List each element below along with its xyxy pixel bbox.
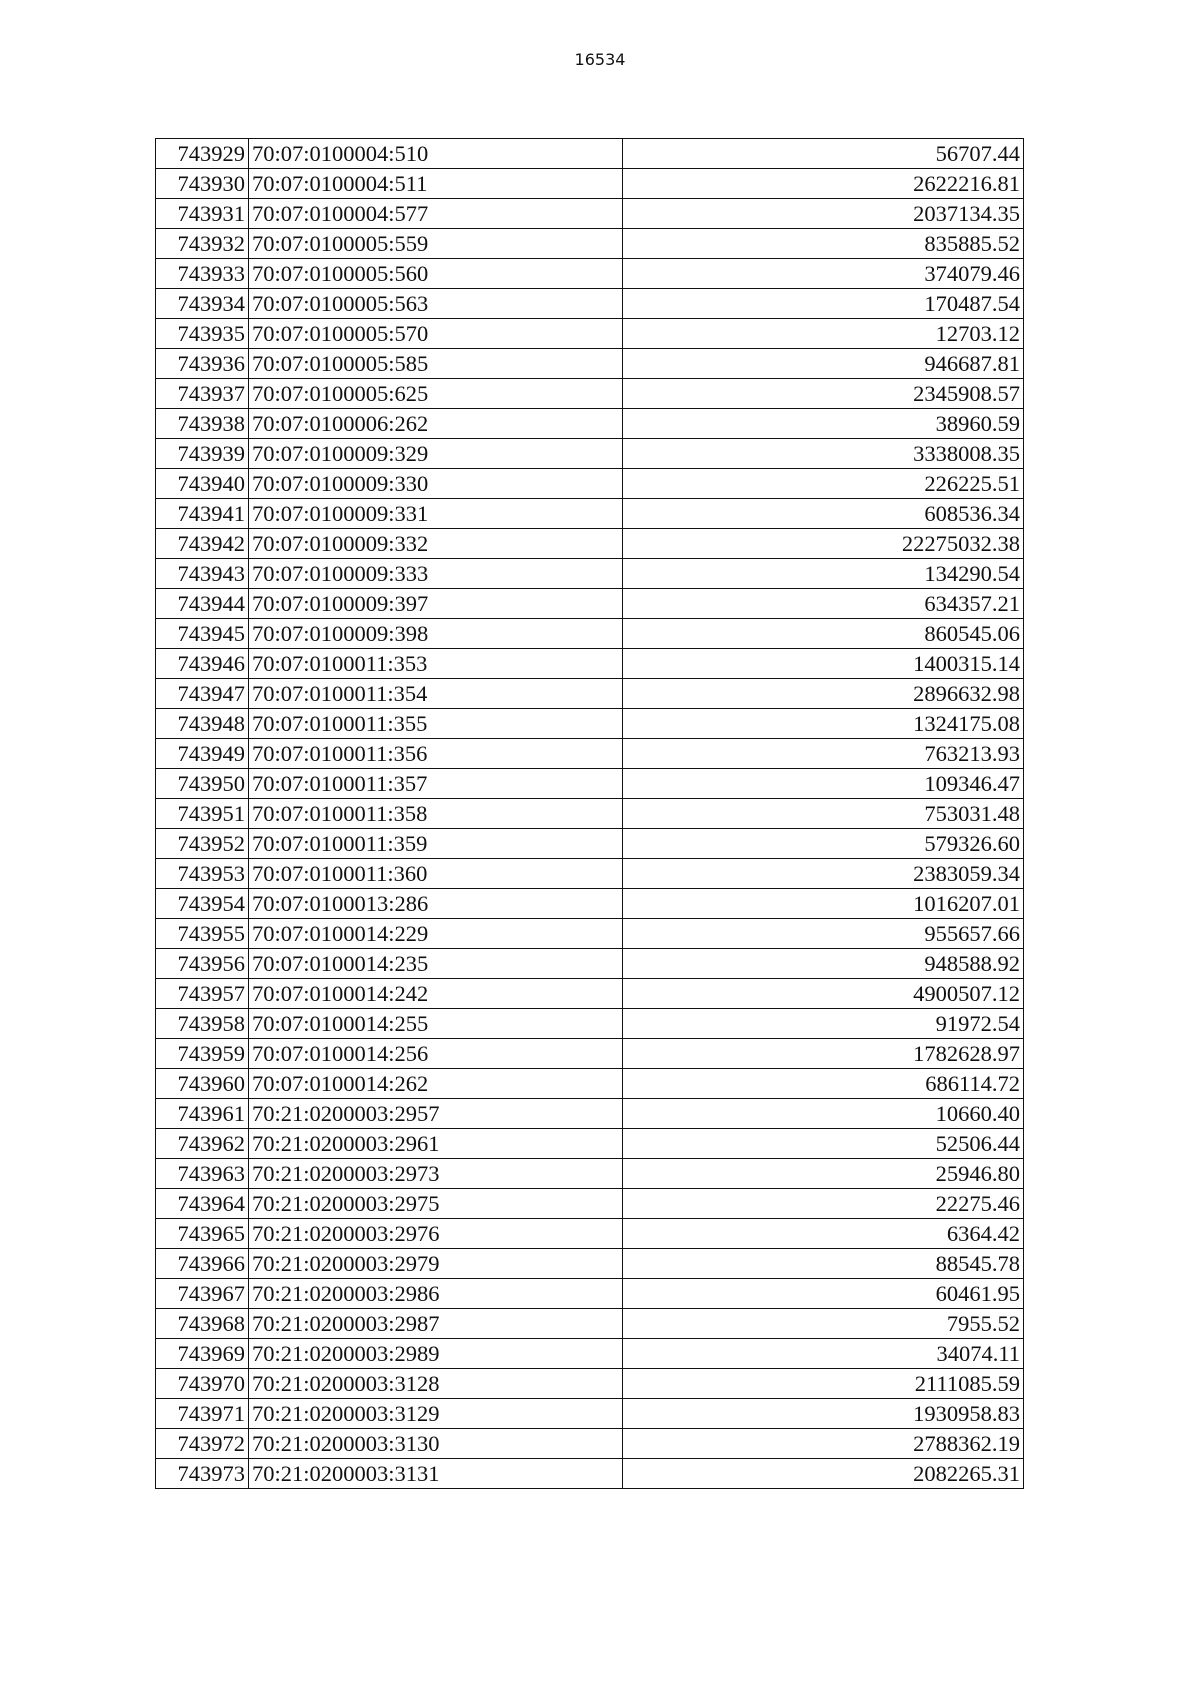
- cadastral-number-cell: 70:07:0100011:359: [249, 829, 623, 859]
- table-row: [156, 1129, 1024, 1159]
- table-row: [156, 589, 1024, 619]
- cadastral-number-cell: 70:07:0100011:358: [249, 799, 623, 829]
- value-cell: 374079.46: [623, 259, 1024, 289]
- cadastral-number-cell: 70:07:0100009:397: [249, 589, 623, 619]
- cadastral-number-cell: 70:07:0100005:563: [249, 289, 623, 319]
- cadastral-number-cell: 70:07:0100005:559: [249, 229, 623, 259]
- table-row: [156, 769, 1024, 799]
- value-cell: 946687.81: [623, 349, 1024, 379]
- cadastral-number-cell: 70:21:0200003:3129: [249, 1399, 623, 1429]
- table-row: [156, 829, 1024, 859]
- row-number-cell: 743959: [156, 1039, 249, 1069]
- cadastral-number-cell: 70:07:0100009:329: [249, 439, 623, 469]
- row-number-cell: 743971: [156, 1399, 249, 1429]
- table-row: [156, 1429, 1024, 1459]
- row-number-cell: 743938: [156, 409, 249, 439]
- cadastral-number-cell: 70:07:0100005:570: [249, 319, 623, 349]
- cadastral-number-cell: 70:07:0100009:333: [249, 559, 623, 589]
- table-row: [156, 319, 1024, 349]
- row-number-cell: 743943: [156, 559, 249, 589]
- row-number-cell: 743973: [156, 1459, 249, 1489]
- value-cell: 763213.93: [623, 739, 1024, 769]
- row-number-cell: 743958: [156, 1009, 249, 1039]
- row-number-cell: 743934: [156, 289, 249, 319]
- row-number-cell: 743961: [156, 1099, 249, 1129]
- cadastral-number-cell: 70:21:0200003:3128: [249, 1369, 623, 1399]
- value-cell: 91972.54: [623, 1009, 1024, 1039]
- row-number-cell: 743942: [156, 529, 249, 559]
- table-row: [156, 559, 1024, 589]
- row-number-cell: 743937: [156, 379, 249, 409]
- row-number-cell: 743930: [156, 169, 249, 199]
- cadastral-number-cell: 70:07:0100006:262: [249, 409, 623, 439]
- row-number-cell: 743966: [156, 1249, 249, 1279]
- cadastral-number-cell: 70:07:0100014:229: [249, 919, 623, 949]
- cadastral-number-cell: 70:07:0100011:360: [249, 859, 623, 889]
- cadastral-number-cell: 70:21:0200003:2979: [249, 1249, 623, 1279]
- cadastral-number-cell: 70:07:0100004:577: [249, 199, 623, 229]
- table-row: [156, 1339, 1024, 1369]
- table-row: [156, 409, 1024, 439]
- value-cell: 134290.54: [623, 559, 1024, 589]
- row-number-cell: 743940: [156, 469, 249, 499]
- cadastral-number-cell: 70:07:0100009:398: [249, 619, 623, 649]
- cadastral-number-cell: 70:07:0100014:235: [249, 949, 623, 979]
- value-cell: 1400315.14: [623, 649, 1024, 679]
- table-row: [156, 229, 1024, 259]
- row-number-cell: 743972: [156, 1429, 249, 1459]
- table-row: [156, 439, 1024, 469]
- cadastral-number-cell: 70:07:0100011:356: [249, 739, 623, 769]
- table-row: [156, 859, 1024, 889]
- value-cell: 52506.44: [623, 1129, 1024, 1159]
- cadastral-number-cell: 70:07:0100005:560: [249, 259, 623, 289]
- value-cell: 22275032.38: [623, 529, 1024, 559]
- table-row: [156, 199, 1024, 229]
- table-row: [156, 679, 1024, 709]
- cadastral-number-cell: 70:21:0200003:2961: [249, 1129, 623, 1159]
- table-row: [156, 919, 1024, 949]
- row-number-cell: 743967: [156, 1279, 249, 1309]
- cadastral-number-cell: 70:21:0200003:3131: [249, 1459, 623, 1489]
- cadastral-number-cell: 70:21:0200003:2957: [249, 1099, 623, 1129]
- cadastral-number-cell: 70:07:0100004:511: [249, 169, 623, 199]
- value-cell: 22275.46: [623, 1189, 1024, 1219]
- page-number: 16534: [574, 50, 626, 69]
- cadastral-number-cell: 70:07:0100011:353: [249, 649, 623, 679]
- value-cell: 38960.59: [623, 409, 1024, 439]
- row-number-cell: 743956: [156, 949, 249, 979]
- table-row: [156, 1219, 1024, 1249]
- data-table: [155, 138, 1024, 1489]
- value-cell: 1016207.01: [623, 889, 1024, 919]
- row-number-cell: 743931: [156, 199, 249, 229]
- value-cell: 4900507.12: [623, 979, 1024, 1009]
- value-cell: 25946.80: [623, 1159, 1024, 1189]
- table-row: [156, 1009, 1024, 1039]
- cadastral-number-cell: 70:21:0200003:2976: [249, 1219, 623, 1249]
- table-row: [156, 1099, 1024, 1129]
- row-number-cell: 743970: [156, 1369, 249, 1399]
- row-number-cell: 743946: [156, 649, 249, 679]
- row-number-cell: 743954: [156, 889, 249, 919]
- table-row: [156, 949, 1024, 979]
- cadastral-number-cell: 70:07:0100013:286: [249, 889, 623, 919]
- cadastral-number-cell: 70:07:0100011:357: [249, 769, 623, 799]
- table-row: [156, 1279, 1024, 1309]
- table-row: [156, 1069, 1024, 1099]
- table-row: [156, 619, 1024, 649]
- row-number-cell: 743951: [156, 799, 249, 829]
- row-number-cell: 743939: [156, 439, 249, 469]
- cadastral-number-cell: 70:07:0100014:262: [249, 1069, 623, 1099]
- table-row: [156, 1369, 1024, 1399]
- row-number-cell: 743933: [156, 259, 249, 289]
- cadastral-number-cell: 70:07:0100014:255: [249, 1009, 623, 1039]
- cadastral-number-cell: 70:07:0100005:585: [249, 349, 623, 379]
- table-row: [156, 529, 1024, 559]
- row-number-cell: 743965: [156, 1219, 249, 1249]
- table-row: [156, 649, 1024, 679]
- value-cell: 579326.60: [623, 829, 1024, 859]
- table-row: [156, 1159, 1024, 1189]
- table-row: [156, 1039, 1024, 1069]
- row-number-cell: 743944: [156, 589, 249, 619]
- row-number-cell: 743941: [156, 499, 249, 529]
- row-number-cell: 743935: [156, 319, 249, 349]
- value-cell: 2896632.98: [623, 679, 1024, 709]
- value-cell: 56707.44: [623, 139, 1024, 169]
- table-row: [156, 1249, 1024, 1279]
- table-row: [156, 799, 1024, 829]
- table-row: [156, 709, 1024, 739]
- value-cell: 34074.11: [623, 1339, 1024, 1369]
- cadastral-number-cell: 70:21:0200003:3130: [249, 1429, 623, 1459]
- table-row: [156, 1459, 1024, 1489]
- value-cell: 2622216.81: [623, 169, 1024, 199]
- cadastral-number-cell: 70:07:0100005:625: [249, 379, 623, 409]
- cadastral-number-cell: 70:07:0100011:355: [249, 709, 623, 739]
- table-row: [156, 289, 1024, 319]
- cadastral-number-cell: 70:21:0200003:2987: [249, 1309, 623, 1339]
- value-cell: 753031.48: [623, 799, 1024, 829]
- row-number-cell: 743957: [156, 979, 249, 1009]
- table-row: [156, 979, 1024, 1009]
- value-cell: 2788362.19: [623, 1429, 1024, 1459]
- table-row: [156, 259, 1024, 289]
- cadastral-number-cell: 70:07:0100014:256: [249, 1039, 623, 1069]
- table-row: [156, 469, 1024, 499]
- row-number-cell: 743948: [156, 709, 249, 739]
- value-cell: 634357.21: [623, 589, 1024, 619]
- cadastral-number-cell: 70:07:0100014:242: [249, 979, 623, 1009]
- cadastral-number-cell: 70:07:0100009:332: [249, 529, 623, 559]
- value-cell: 835885.52: [623, 229, 1024, 259]
- value-cell: 6364.42: [623, 1219, 1024, 1249]
- value-cell: 860545.06: [623, 619, 1024, 649]
- value-cell: 7955.52: [623, 1309, 1024, 1339]
- value-cell: 955657.66: [623, 919, 1024, 949]
- table-row: [156, 169, 1024, 199]
- table-row: [156, 139, 1024, 169]
- value-cell: 2111085.59: [623, 1369, 1024, 1399]
- row-number-cell: 743952: [156, 829, 249, 859]
- value-cell: 1324175.08: [623, 709, 1024, 739]
- value-cell: 12703.12: [623, 319, 1024, 349]
- value-cell: 2345908.57: [623, 379, 1024, 409]
- cadastral-number-cell: 70:21:0200003:2989: [249, 1339, 623, 1369]
- cadastral-number-cell: 70:21:0200003:2973: [249, 1159, 623, 1189]
- row-number-cell: 743960: [156, 1069, 249, 1099]
- value-cell: 686114.72: [623, 1069, 1024, 1099]
- table-row: [156, 739, 1024, 769]
- value-cell: 2037134.35: [623, 199, 1024, 229]
- value-cell: 3338008.35: [623, 439, 1024, 469]
- value-cell: 2082265.31: [623, 1459, 1024, 1489]
- row-number-cell: 743969: [156, 1339, 249, 1369]
- value-cell: 2383059.34: [623, 859, 1024, 889]
- table-row: [156, 1189, 1024, 1219]
- row-number-cell: 743963: [156, 1159, 249, 1189]
- table-body: [156, 139, 1024, 1489]
- table-row: [156, 889, 1024, 919]
- row-number-cell: 743932: [156, 229, 249, 259]
- row-number-cell: 743953: [156, 859, 249, 889]
- value-cell: 948588.92: [623, 949, 1024, 979]
- cadastral-number-cell: 70:07:0100011:354: [249, 679, 623, 709]
- row-number-cell: 743955: [156, 919, 249, 949]
- value-cell: 170487.54: [623, 289, 1024, 319]
- row-number-cell: 743936: [156, 349, 249, 379]
- table-row: [156, 349, 1024, 379]
- value-cell: 1930958.83: [623, 1399, 1024, 1429]
- value-cell: 60461.95: [623, 1279, 1024, 1309]
- row-number-cell: 743945: [156, 619, 249, 649]
- value-cell: 88545.78: [623, 1249, 1024, 1279]
- value-cell: 10660.40: [623, 1099, 1024, 1129]
- row-number-cell: 743968: [156, 1309, 249, 1339]
- value-cell: 226225.51: [623, 469, 1024, 499]
- value-cell: 109346.47: [623, 769, 1024, 799]
- row-number-cell: 743962: [156, 1129, 249, 1159]
- cadastral-number-cell: 70:21:0200003:2975: [249, 1189, 623, 1219]
- cadastral-number-cell: 70:07:0100009:331: [249, 499, 623, 529]
- table-row: [156, 1309, 1024, 1339]
- value-cell: 1782628.97: [623, 1039, 1024, 1069]
- value-cell: 608536.34: [623, 499, 1024, 529]
- table-row: [156, 1399, 1024, 1429]
- cadastral-number-cell: 70:21:0200003:2986: [249, 1279, 623, 1309]
- table-row: [156, 379, 1024, 409]
- row-number-cell: 743950: [156, 769, 249, 799]
- row-number-cell: 743947: [156, 679, 249, 709]
- table-row: [156, 499, 1024, 529]
- cadastral-number-cell: 70:07:0100009:330: [249, 469, 623, 499]
- row-number-cell: 743949: [156, 739, 249, 769]
- cadastral-number-cell: 70:07:0100004:510: [249, 139, 623, 169]
- row-number-cell: 743964: [156, 1189, 249, 1219]
- row-number-cell: 743929: [156, 139, 249, 169]
